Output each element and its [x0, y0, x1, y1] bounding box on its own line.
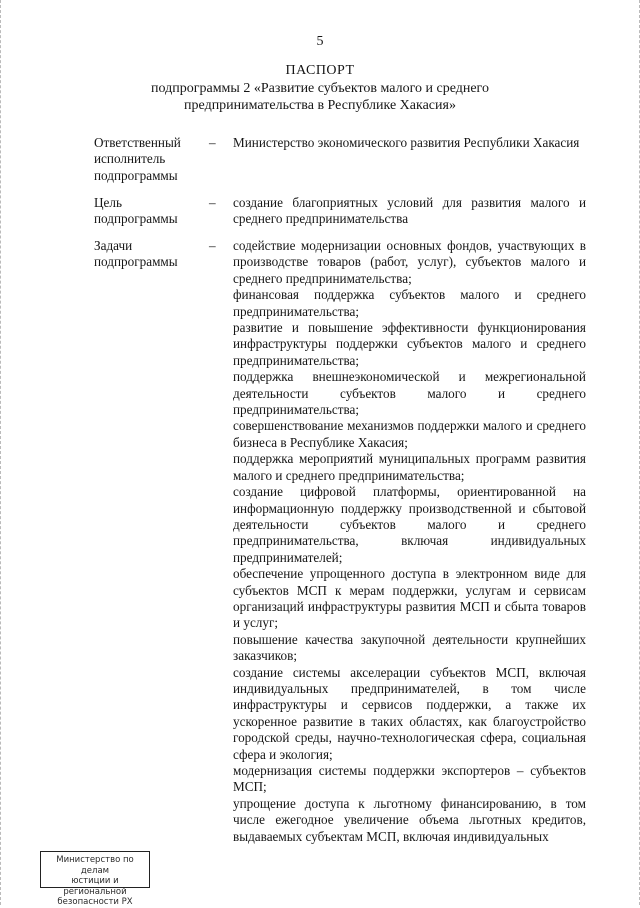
- row-value: [233, 195, 586, 228]
- registration-stamp: [40, 851, 150, 907]
- task-item: развитие и повышение эффективности функционирования инфраструктуры поддержки субъектов малого и среднего предпринимательства;: [233, 320, 586, 368]
- row-label: Ответственный исполнитель подпрограммы: [94, 135, 181, 183]
- task-item: совершенствование механизмов поддержки малого и среднего бизнеса в Республике Хакасия;: [233, 418, 586, 450]
- task-item: упрощение доступа к льготному финансированию, в том числе ежегодное увеличение объема льготных кредитов, выдаваемых субъектам МСП, включая индивидуальных: [233, 795, 586, 844]
- document-title: ПАСПОРТ: [285, 63, 355, 78]
- task-item: поддержка мероприятий муниципальных программ развития малого и среднего предпринимательства;: [233, 451, 586, 483]
- stamp-line: Министерство по делам: [56, 855, 134, 876]
- row-value: [233, 135, 586, 151]
- row-dash: –: [209, 238, 216, 253]
- tasks-list: [233, 238, 586, 845]
- row-value-text: Министерство экономического развития Республики Хакасия: [233, 135, 580, 150]
- row-label: Цель подпрограммы: [94, 195, 178, 227]
- task-item: модернизация системы поддержки экспортеров – субъектов МСП;: [233, 763, 586, 795]
- scan-edge-left: [0, 0, 3, 905]
- task-item: содействие модернизации основных фондов, участвующих в производстве товаров (работ, услуг), субъектов малого и среднего предпринимательства;: [233, 238, 586, 286]
- task-item: финансовая поддержка субъектов малого и среднего предпринимательства;: [233, 287, 586, 319]
- page-number: 5: [316, 34, 324, 49]
- document-subtitle: подпрограммы 2 «Развитие субъектов малого и среднего предпринимательства в Республике Хакасия»: [151, 81, 489, 113]
- row-label: Задачи подпрограммы: [94, 238, 178, 270]
- row-dash: –: [209, 135, 216, 150]
- stamp-line: безопасности РХ: [57, 897, 133, 907]
- task-item: обеспечение упрощенного доступа в электронном виде для субъектов МСП к мерам поддержки, услугам и сервисам организаций инфраструктуры развития МСП и сбыта товаров и услуг;: [233, 566, 586, 631]
- stamp-line: юстиции и региональной: [63, 876, 127, 897]
- task-item: поддержка внешнеэкономической и межрегиональной деятельности субъектов малого и среднего предпринимательства;: [233, 369, 586, 418]
- task-item: создание системы акселерации субъектов МСП, включая индивидуальных предпринимателей, в том числе инфраструктуры и сервисов поддержки, а также их ускоренное развитие в таких областях, как благоустройство городской среды, научно-технологическая сфера, социальная сфера и экология;: [233, 664, 586, 762]
- task-item: повышение качества закупочной деятельности крупнейших заказчиков;: [233, 631, 586, 664]
- row-dash: –: [209, 195, 216, 210]
- row-value-text: создание благоприятных условий для развития малого и среднего предпринимательства: [233, 195, 586, 227]
- task-item: создание цифровой платформы, ориентированной на информационную поддержку производственной и сбытовой деятельности субъектов малого и среднего предпринимательства, включая индивидуальных предпринимателей;: [233, 484, 586, 565]
